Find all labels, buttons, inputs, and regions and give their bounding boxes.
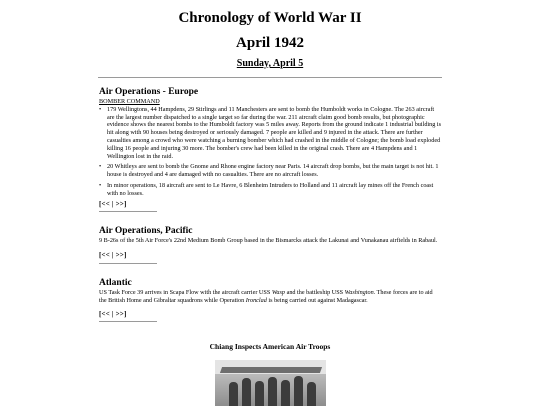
prev-link[interactable]: << [101, 309, 110, 318]
prev-link[interactable]: << [101, 250, 110, 259]
prev-link[interactable]: << [101, 199, 110, 208]
divider [99, 321, 157, 322]
section-air-operations-pacific [99, 226, 441, 264]
section-title: Atlantic [99, 278, 132, 288]
nav-links: [<< | >>] [99, 199, 127, 208]
next-link[interactable]: >> [115, 309, 124, 318]
month-heading: April 1942 [236, 35, 304, 51]
nav-links: [<< | >>] [99, 250, 127, 259]
list-item-text: 179 Wellingtons, 44 Hampdens, 29 Stirlings and 11 Manchesters are sent to bomb the Humboldt works in Cologne. The 263 aircraft are the largest number dispatched to a single target so far during the war. 211 aircraft claim good bomb results, but photographic evidence shows the nearest bombs to the Humboldt factory was 5 miles away. Reports from the ground indicate 1 industrial building is hit along with 90 houses being destroyed or seriously damaged. 7 people are killed and 9 injured in the attack. There are further casualties among a crowd who were watching a burning bomber which had crashed in the middle of Cologne; the bomb load exploded killing 16 people and injuring 30 more. The bomber's crew had been killed in the original crash. There are 4 Hampdens and 1 Wellington lost in the raid. [107, 105, 441, 160]
page-title: Chronology of World War II [178, 10, 362, 26]
section-subhead: BOMBER COMMAND [99, 98, 160, 105]
section-title: Air Operations, Pacific [99, 226, 193, 236]
divider [98, 77, 442, 78]
bullet-icon: • [99, 181, 102, 189]
list-item [99, 106, 441, 161]
section-text: 9 B-26s of the 5th Air Force's 22nd Medium Bomb Group based in the Bismarcks attack the Lakunai and Vunakanau airfields in Rabaul. [99, 237, 438, 244]
list-item-text: 20 Whitleys are sent to bomb the Gnome and Rhone engine factory near Paris. 14 aircraft drop bombs, but the main target is not hit. 1 house is destroyed and 4 are damaged with no casualties. There are no aircraft losses. [107, 163, 439, 179]
next-link[interactable]: >> [115, 250, 124, 259]
list-item [99, 163, 441, 179]
bullet-icon: • [99, 105, 102, 113]
divider [99, 211, 157, 212]
divider [99, 263, 157, 264]
section-text: US Task Force 39 arrives in Scapa Flow with the aircraft carrier USS Wasp and the battleship USS Washington. These forces are to aid the British Home and Gibraltar squadrons while Operation Ironclad is being carried out against Madagascar. [99, 289, 433, 304]
photo-caption: Chiang Inspects American Air Troops [209, 342, 331, 351]
nav-links: [<< | >>] [99, 309, 127, 318]
list-item-text: In minor operations, 18 aircraft are sent to Le Havre, 6 Blenheim Intruders to Holland and 11 aircraft lay mines off the French coast with no losses. [107, 181, 434, 197]
section-title: Air Operations - Europe [99, 87, 199, 97]
list-item [99, 182, 441, 198]
bullet-icon: • [99, 163, 102, 171]
next-link[interactable]: >> [115, 199, 124, 208]
section-air-operations-europe [99, 87, 441, 212]
section-atlantic [99, 278, 441, 322]
historical-photo [215, 360, 326, 406]
date-heading: Sunday, April 5 [236, 58, 304, 69]
